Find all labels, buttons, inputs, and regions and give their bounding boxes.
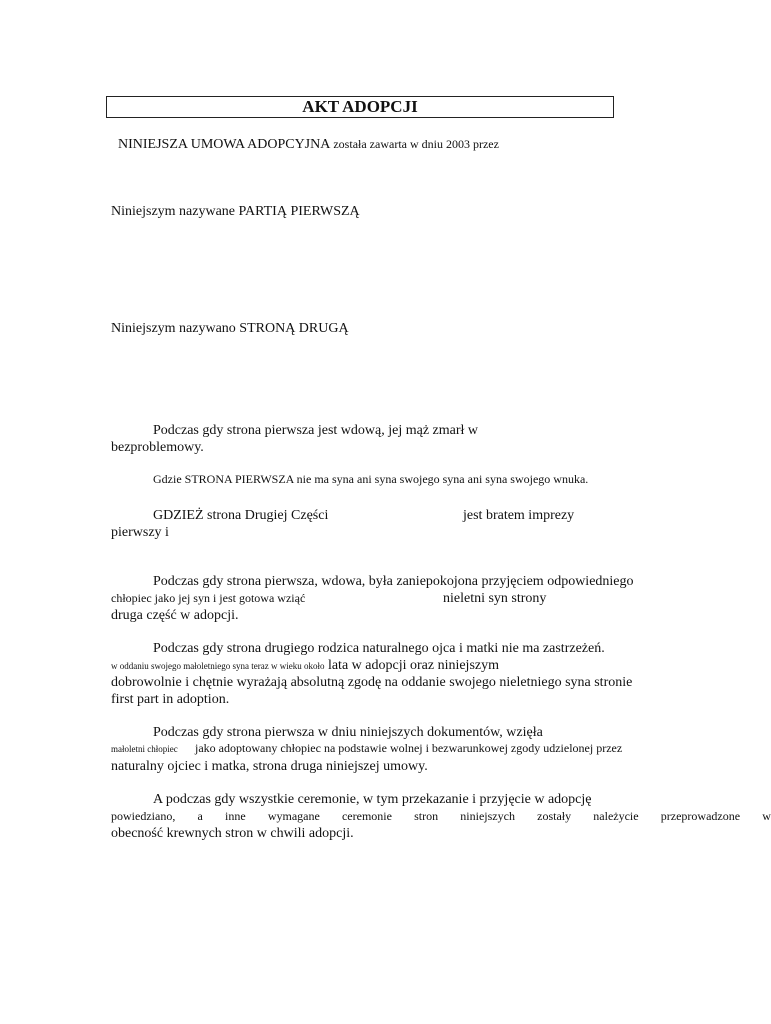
- para5-line1: Podczas gdy strona drugiego rodzica naturalnego ojca i matki nie ma zastrzeżeń.: [153, 641, 605, 656]
- para5-line3: dobrowolnie i chętnie wyrażają absolutną zgodę na oddanie swojego nieletniego syna stronie: [111, 675, 633, 690]
- para7-word: niniejszych: [460, 809, 515, 823]
- para7-word: inne: [224, 809, 246, 823]
- para7-line3: obecność krewnych stron w chwili adopcji.: [111, 826, 354, 841]
- para1-line1: Podczas gdy strona pierwsza jest wdową, jej mąż zmarł w: [153, 423, 479, 438]
- para7-word: a: [197, 809, 203, 823]
- para3-line2: pierwszy i: [111, 525, 169, 540]
- para5-line4: first part in adoption.: [111, 692, 230, 707]
- para5-line2-rest: lata w adopcji oraz niniejszym: [324, 658, 500, 673]
- para7-word: wymagane: [267, 809, 320, 823]
- para3-line1a: GDZIEŻ strona Drugiej Części: [153, 508, 329, 523]
- para4-line3: druga część w adopcji.: [111, 608, 239, 623]
- para7-word: ceremonie: [341, 809, 392, 823]
- para6-line3: naturalny ojciec i matka, strona druga niniejszej umowy.: [111, 759, 428, 774]
- document-title: AKT ADOPCJI: [106, 96, 614, 118]
- para1-line2: bezproblemowy.: [111, 440, 204, 455]
- para5-line2-small: w oddaniu swojego małoletniego syna teraz w wieku około: [111, 661, 325, 671]
- intro-caps: NINIEJSZA UMOWA ADOPCYJNA: [118, 137, 331, 152]
- para4-line2a: chłopiec jako jej syn i jest gotowa wziąć: [111, 591, 306, 605]
- party-first-line: Niniejszym nazywane PARTIĄ PIERWSZĄ: [111, 204, 360, 219]
- para7-word: przeprowadzone: [660, 809, 741, 823]
- para4-line1: Podczas gdy strona pierwsza, wdowa, była zaniepokojona przyjęciem odpowiedniego: [153, 574, 634, 589]
- para6-line2-rest: jako adoptowany chłopiec na podstawie wolnej i bezwarunkowej zgody udzielonej przez: [195, 741, 623, 755]
- para3-line1b: jest bratem imprezy: [463, 508, 575, 523]
- para7-word: powiedziano,: [111, 809, 176, 823]
- para7-line1: A podczas gdy wszystkie ceremonie, w tym przekazanie i przyjęcie w adopcję: [153, 792, 592, 807]
- para5-line2: [111, 657, 499, 675]
- intro-line: [118, 136, 499, 153]
- party-second-line: Niniejszym nazywano STRONĄ DRUGĄ: [111, 321, 349, 336]
- para4-line2b: nieletni syn strony: [443, 591, 547, 606]
- para7-word: w: [762, 809, 771, 823]
- para6-line2-small: małoletni chłopiec: [111, 744, 178, 754]
- para7-word: zostały: [537, 809, 572, 823]
- para2-line: Gdzie STRONA PIERWSZA nie ma syna ani syna swojego syna ani syna swojego wnuka.: [153, 472, 589, 486]
- para7-line2: [111, 808, 771, 825]
- para7-word: należycie: [593, 809, 639, 823]
- intro-rest: została zawarta w dniu 2003 przez: [330, 137, 499, 151]
- para7-word: stron: [414, 809, 439, 823]
- para6-line1: Podczas gdy strona pierwsza w dniu niniejszych dokumentów, wzięła: [153, 725, 543, 740]
